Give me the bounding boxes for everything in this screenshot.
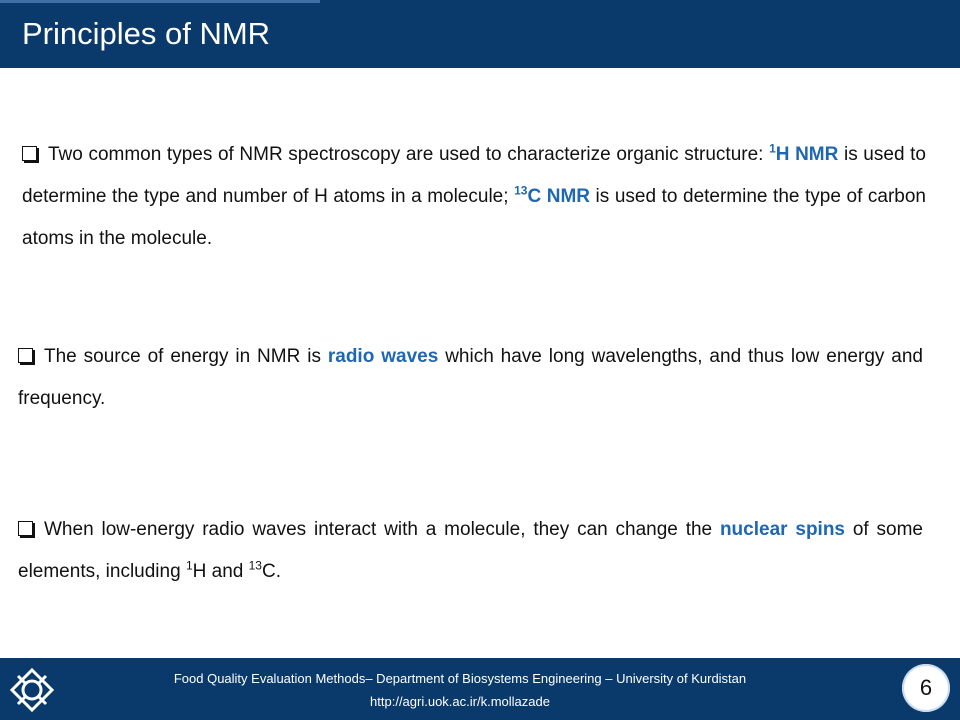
footer-url[interactable]: http://agri.uok.ac.ir/k.mollazade [370,694,550,709]
superscript: 13 [248,558,262,573]
superscript: 13 [514,183,528,198]
text-segment: C. [261,561,281,582]
highlight-term: C NMR [527,186,590,207]
paragraph-energy-source [18,336,923,420]
superscript: 1 [185,558,193,573]
title-bar [0,0,960,68]
footer-course-line: Food Quality Evaluation Methods– Department of Biosystems Engineering – University of Kurdistan [173,671,747,686]
paragraph-nmr-types [22,134,926,260]
text-segment: When low-energy radio waves interact with a molecule, they can change the [44,519,720,540]
highlight-term: radio waves [327,346,439,367]
highlight-term: nuclear spins [719,519,845,540]
text-segment: of some elements, including [18,519,923,582]
text-segment: is used to determine the type and number of H atoms in a molecule; [22,144,926,207]
hollow-square-bullet-icon [22,146,37,161]
text-segment: is used to determine the type of carbon atoms in the molecule. [22,186,926,249]
hollow-square-bullet-icon [18,521,33,536]
hollow-square-bullet-icon [18,348,33,363]
slide-number-badge: 6 [902,664,950,712]
paragraph-nuclear-spins [18,509,923,593]
footer-bar [0,658,960,720]
slide-title: Principles of NMR [22,16,271,51]
highlight-term: H NMR [775,144,839,165]
text-segment: Two common types of NMR spectroscopy are used to characterize organic structure: [48,144,770,165]
title-bar-accent [0,0,320,3]
text-segment: The source of energy in NMR is [44,346,328,367]
text-segment: which have long wavelengths, and thus low energy and frequency. [18,346,923,409]
superscript: 1 [769,141,776,156]
text-segment: H and [192,561,249,582]
